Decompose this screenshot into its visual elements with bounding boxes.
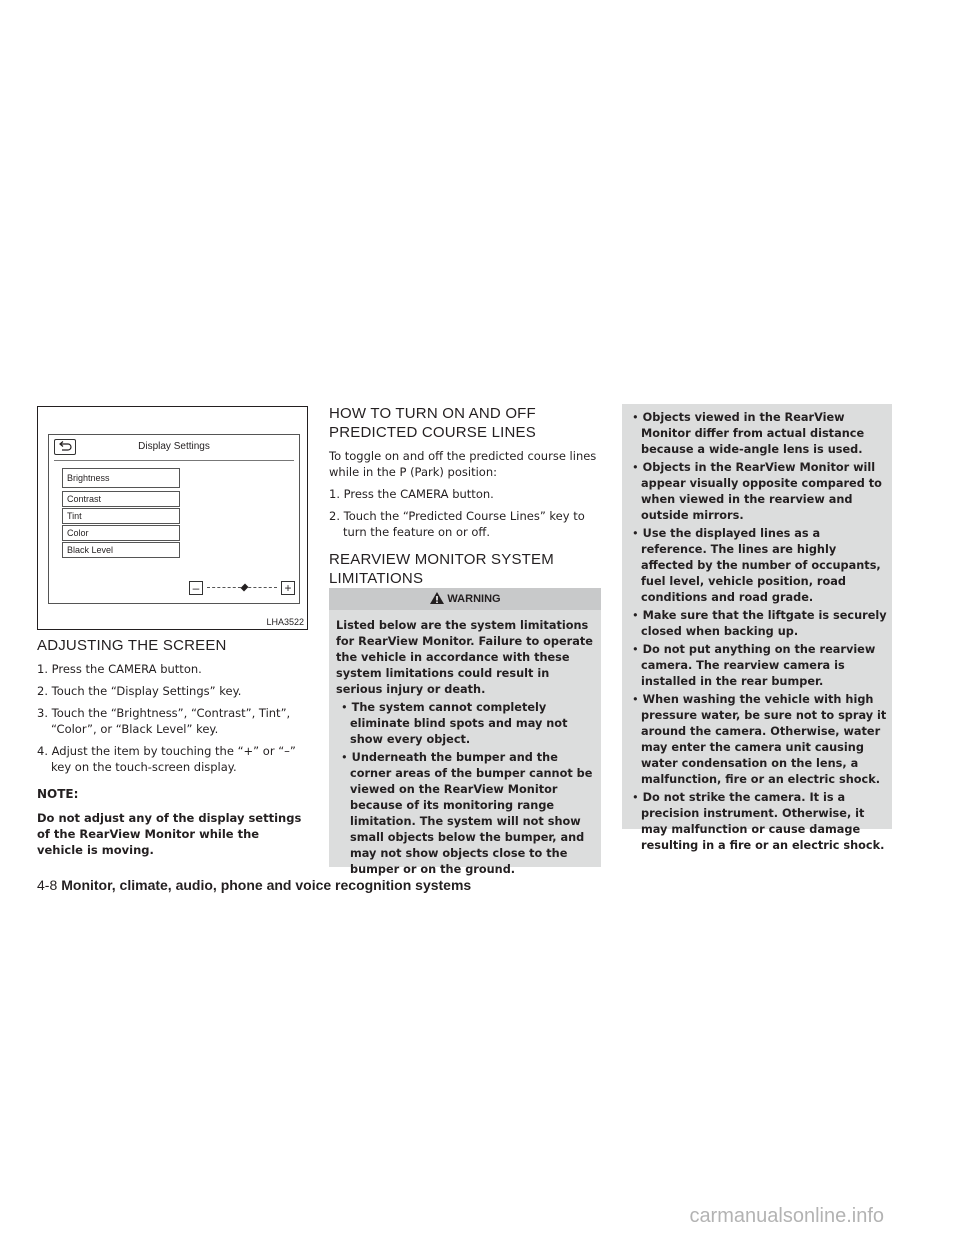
warning-triangle-icon [429,591,445,605]
page-number: 4-8 [37,877,58,893]
warning-box-col3 [622,404,892,852]
course-lines-section [329,404,601,588]
limitation-bullet: • Do not put anything on the rearview camera. The rearview camera is installed in the rear bumper. [632,643,876,688]
watermark[interactable]: carmanualsonline.info [689,1205,884,1227]
level-adjuster [189,581,295,597]
warning-header [329,588,601,610]
limitation-bullet: • Make sure that the liftgate is securely closed when backing up. [632,609,887,638]
limitation-bullet: • The system cannot completely eliminate blind spots and may not show every object. [341,701,568,746]
screen-title: Display Settings [138,441,210,452]
warning-label: WARNING [447,593,501,605]
limitation-bullet: • Underneath the bumper and the corner areas of the bumper cannot be viewed on the RearView Monitor because of its monitoring range limitation. The system will not show small objects below the bumper, and may not show objects close to the bumper or on the ground. [341,751,593,876]
menu-item-brightness[interactable]: Brightness [62,468,180,488]
course-lines-intro: To toggle on and off the predicted course lines while in the P (Park) position: [329,449,597,479]
figure-label: LHA3522 [266,617,304,627]
adjusting-heading: ADJUSTING THE SCREEN [37,637,227,654]
level-indicator[interactable] [241,584,249,592]
limitation-bullet: • When washing the vehicle with high pressure water, be sure not to spray it around the camera. Otherwise, water may enter the camera unit causing water condensation on the lens, a malfunction, fire or an electric shock. [632,693,887,786]
course-lines-heading: HOW TO TURN ON AND OFF PREDICTED COURSE LINES [329,405,536,441]
section-title: Monitor, climate, audio, phone and voice recognition systems [61,877,472,893]
adjusting-step-4: 4. Adjust the item by touching the “+” or “–” key on the touch-screen display. [37,744,296,774]
menu-item-contrast[interactable]: Contrast [62,491,180,507]
note-heading: NOTE: [37,787,79,801]
limitation-bullet: • Objects in the RearView Monitor will appear visually opposite compared to when viewed in the rearview and outside mirrors. [632,461,882,522]
course-lines-step-1: 1. Press the CAMERA button. [329,487,494,501]
display-settings-figure [37,406,308,630]
limitations-heading: REARVIEW MONITOR SYSTEM LIMITATIONS [329,551,554,587]
note-text: Do not adjust any of the display settings of the RearView Monitor while the vehicle is moving. [37,811,302,857]
adjusting-section [37,636,308,858]
display-settings-screen [48,434,300,604]
plus-button[interactable]: + [281,581,295,595]
adjusting-step-2: 2. Touch the “Display Settings” key. [37,684,242,698]
warning-intro: Listed below are the system limitations for RearView Monitor. Failure to operate the vehicle in accordance with these system limitations could result in serious injury or death. [336,619,593,696]
limitation-bullet: • Objects viewed in the RearView Monitor differ from actual distance because a wide-angle lens is used. [632,411,865,456]
course-lines-step-2: 2. Touch the “Predicted Course Lines” key to turn the feature on or off. [329,509,585,539]
settings-menu [62,468,180,559]
menu-item-tint[interactable]: Tint [62,508,180,524]
menu-item-color[interactable]: Color [62,525,180,541]
adjusting-step-3: 3. Touch the “Brightness”, “Contrast”, Tint”, “Color”, or “Black Level” key. [37,706,291,736]
divider [54,460,294,461]
warning-box-col2 [329,588,601,876]
adjusting-step-1: 1. Press the CAMERA button. [37,662,202,676]
minus-button[interactable]: – [189,581,203,595]
limitation-bullet: • Do not strike the camera. It is a precision instrument. Otherwise, it may malfunction or cause damage resulting in a fire or an electric shock. [632,791,885,852]
limitation-bullet: • Use the displayed lines as a reference. The lines are highly affected by the number of occupants, fuel level, vehicle position, road conditions and road grade. [632,527,881,604]
page-footer [37,877,471,893]
menu-item-black-level[interactable]: Black Level [62,542,180,558]
